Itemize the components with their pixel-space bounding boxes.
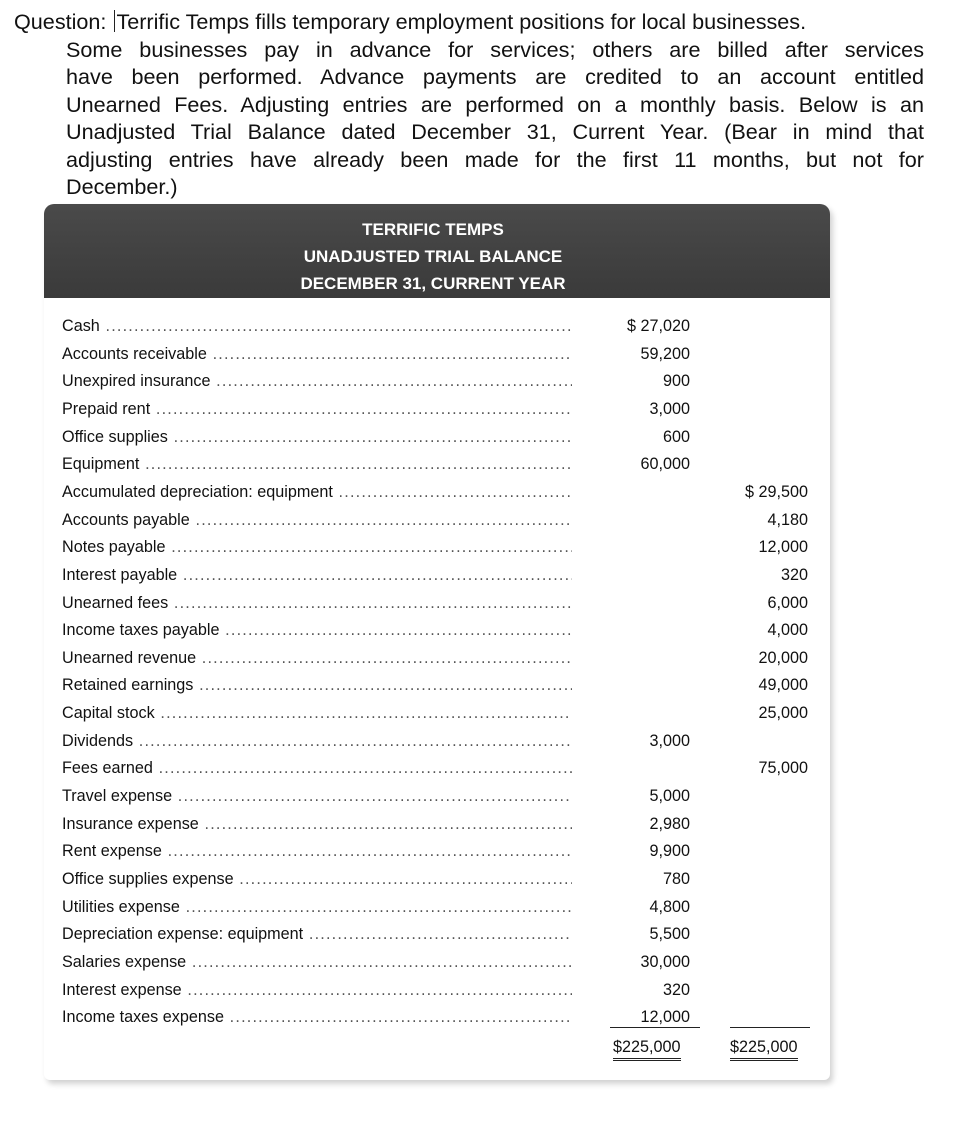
account-name: Rent expense ..... bbox=[62, 842, 572, 861]
credit-amount: 6,000 bbox=[767, 593, 808, 612]
account-name: Notes payable ..... bbox=[62, 538, 572, 557]
credit-total-rule bbox=[730, 1027, 810, 1028]
account-name: Office supplies expense ..... bbox=[62, 870, 572, 889]
account-name: Unearned fees ..... bbox=[62, 594, 572, 613]
table-row bbox=[62, 317, 830, 341]
table-row bbox=[62, 676, 830, 700]
debit-amount: 5,500 bbox=[649, 925, 690, 944]
account-name: Unexpired insurance ..... bbox=[62, 372, 572, 391]
table-row bbox=[62, 870, 830, 894]
table-row bbox=[62, 1008, 830, 1032]
question-line-1 bbox=[14, 8, 924, 36]
account-name: Insurance expense ..... bbox=[62, 815, 572, 834]
debit-amount: 12,000 bbox=[640, 1008, 690, 1027]
credit-amount: $ 29,500 bbox=[744, 482, 808, 501]
table-row bbox=[62, 345, 830, 369]
account-name: Interest payable ..... bbox=[62, 566, 572, 585]
account-name: Depreciation expense: equipment ..... bbox=[62, 925, 572, 944]
question-line-2: Some businesses pay in advance for services; others are billed after services bbox=[66, 36, 924, 62]
statement-date: DECEMBER 31, CURRENT YEAR bbox=[300, 274, 566, 293]
account-name: Retained earnings ..... bbox=[62, 676, 572, 695]
debit-amount: 30,000 bbox=[640, 952, 690, 971]
debit-total: $225,000 bbox=[613, 1038, 681, 1061]
question-prefix: Question: bbox=[14, 9, 107, 34]
table-row bbox=[62, 704, 830, 728]
debit-amount: 4,800 bbox=[649, 897, 690, 916]
question-line-3: have been performed. Advance payments are credited to an account entitled bbox=[66, 64, 924, 89]
table-row bbox=[62, 455, 830, 479]
credit-amount: 25,000 bbox=[758, 704, 808, 723]
question-first-rest: Terrific Temps fills temporary employment positions for local businesses. bbox=[116, 9, 807, 34]
question-line-5: Unadjusted Trial Balance dated December 31, Current Year. (Bear in mind that bbox=[66, 119, 924, 144]
credit-amount: 20,000 bbox=[758, 648, 808, 667]
table-row bbox=[62, 732, 830, 756]
table-row bbox=[62, 981, 830, 1005]
debit-amount: 320 bbox=[662, 980, 690, 999]
table-row bbox=[62, 428, 830, 452]
table-row bbox=[62, 759, 830, 783]
credit-amount: 4,180 bbox=[767, 510, 808, 529]
question-line-7: December.) bbox=[66, 174, 178, 199]
account-name: Interest expense ..... bbox=[62, 981, 572, 1000]
credit-amount: 12,000 bbox=[758, 538, 808, 557]
table-row bbox=[62, 621, 830, 645]
table-row bbox=[62, 842, 830, 866]
table-row bbox=[62, 787, 830, 811]
company-name: TERRIFIC TEMPS bbox=[362, 220, 504, 239]
account-name: Accounts receivable ..... bbox=[62, 345, 572, 364]
debit-amount: 600 bbox=[662, 427, 690, 446]
account-name: Capital stock ..... bbox=[62, 704, 572, 723]
debit-amount: 59,200 bbox=[640, 344, 690, 363]
debit-amount: 780 bbox=[662, 870, 690, 888]
account-name: Travel expense ..... bbox=[62, 787, 572, 806]
question-text bbox=[14, 8, 924, 201]
debit-amount: 2,980 bbox=[649, 814, 690, 833]
table-row bbox=[62, 898, 830, 922]
account-name: Equipment ..... bbox=[62, 455, 572, 474]
account-name: Fees earned ..... bbox=[62, 759, 572, 778]
credit-total: $225,000 bbox=[730, 1038, 798, 1061]
debit-total-rule bbox=[610, 1027, 700, 1028]
account-name: Salaries expense ..... bbox=[62, 953, 572, 972]
debit-amount: 5,000 bbox=[649, 787, 690, 806]
table-row bbox=[62, 372, 830, 396]
credit-amount: 4,000 bbox=[767, 621, 808, 640]
table-row bbox=[62, 594, 830, 618]
debit-amount: 3,000 bbox=[649, 731, 690, 750]
table-row bbox=[62, 649, 830, 673]
account-name: Prepaid rent ..... bbox=[62, 400, 572, 419]
table-row bbox=[62, 511, 830, 535]
account-name: Cash ..... bbox=[62, 317, 572, 336]
question-line-4: Unearned Fees. Adjusting entries are performed on a monthly basis. Below is an bbox=[66, 91, 924, 117]
account-name: Income taxes expense ..... bbox=[62, 1008, 572, 1027]
account-name: Unearned revenue ..... bbox=[62, 649, 572, 668]
debit-amount: $ 27,020 bbox=[626, 317, 690, 335]
debit-amount: 3,000 bbox=[649, 399, 690, 418]
account-name: Office supplies ..... bbox=[62, 428, 572, 447]
credit-amount: 320 bbox=[780, 565, 808, 584]
table-row bbox=[62, 538, 830, 562]
trial-balance-header bbox=[44, 204, 830, 298]
account-name: Income taxes payable ..... bbox=[62, 621, 572, 640]
debit-amount: 900 bbox=[662, 372, 690, 391]
table-row bbox=[62, 566, 830, 590]
credit-amount: 75,000 bbox=[758, 759, 808, 778]
table-row bbox=[62, 815, 830, 839]
account-name: Dividends ..... bbox=[62, 732, 572, 751]
table-row bbox=[62, 483, 830, 507]
credit-amount: 49,000 bbox=[758, 676, 808, 695]
debit-amount: 60,000 bbox=[640, 455, 690, 474]
table-row bbox=[62, 400, 830, 424]
account-name: Utilities expense ..... bbox=[62, 898, 572, 917]
account-name: Accumulated depreciation: equipment ..... bbox=[62, 483, 572, 502]
table-row bbox=[62, 953, 830, 977]
account-name: Accounts payable ..... bbox=[62, 511, 572, 530]
statement-title: UNADJUSTED TRIAL BALANCE bbox=[303, 247, 563, 266]
question-line-6: adjusting entries have already been made for the first 11 months, but not for bbox=[66, 146, 924, 172]
debit-amount: 9,900 bbox=[649, 842, 690, 861]
trial-balance-card bbox=[44, 204, 830, 1080]
table-row bbox=[62, 925, 830, 949]
